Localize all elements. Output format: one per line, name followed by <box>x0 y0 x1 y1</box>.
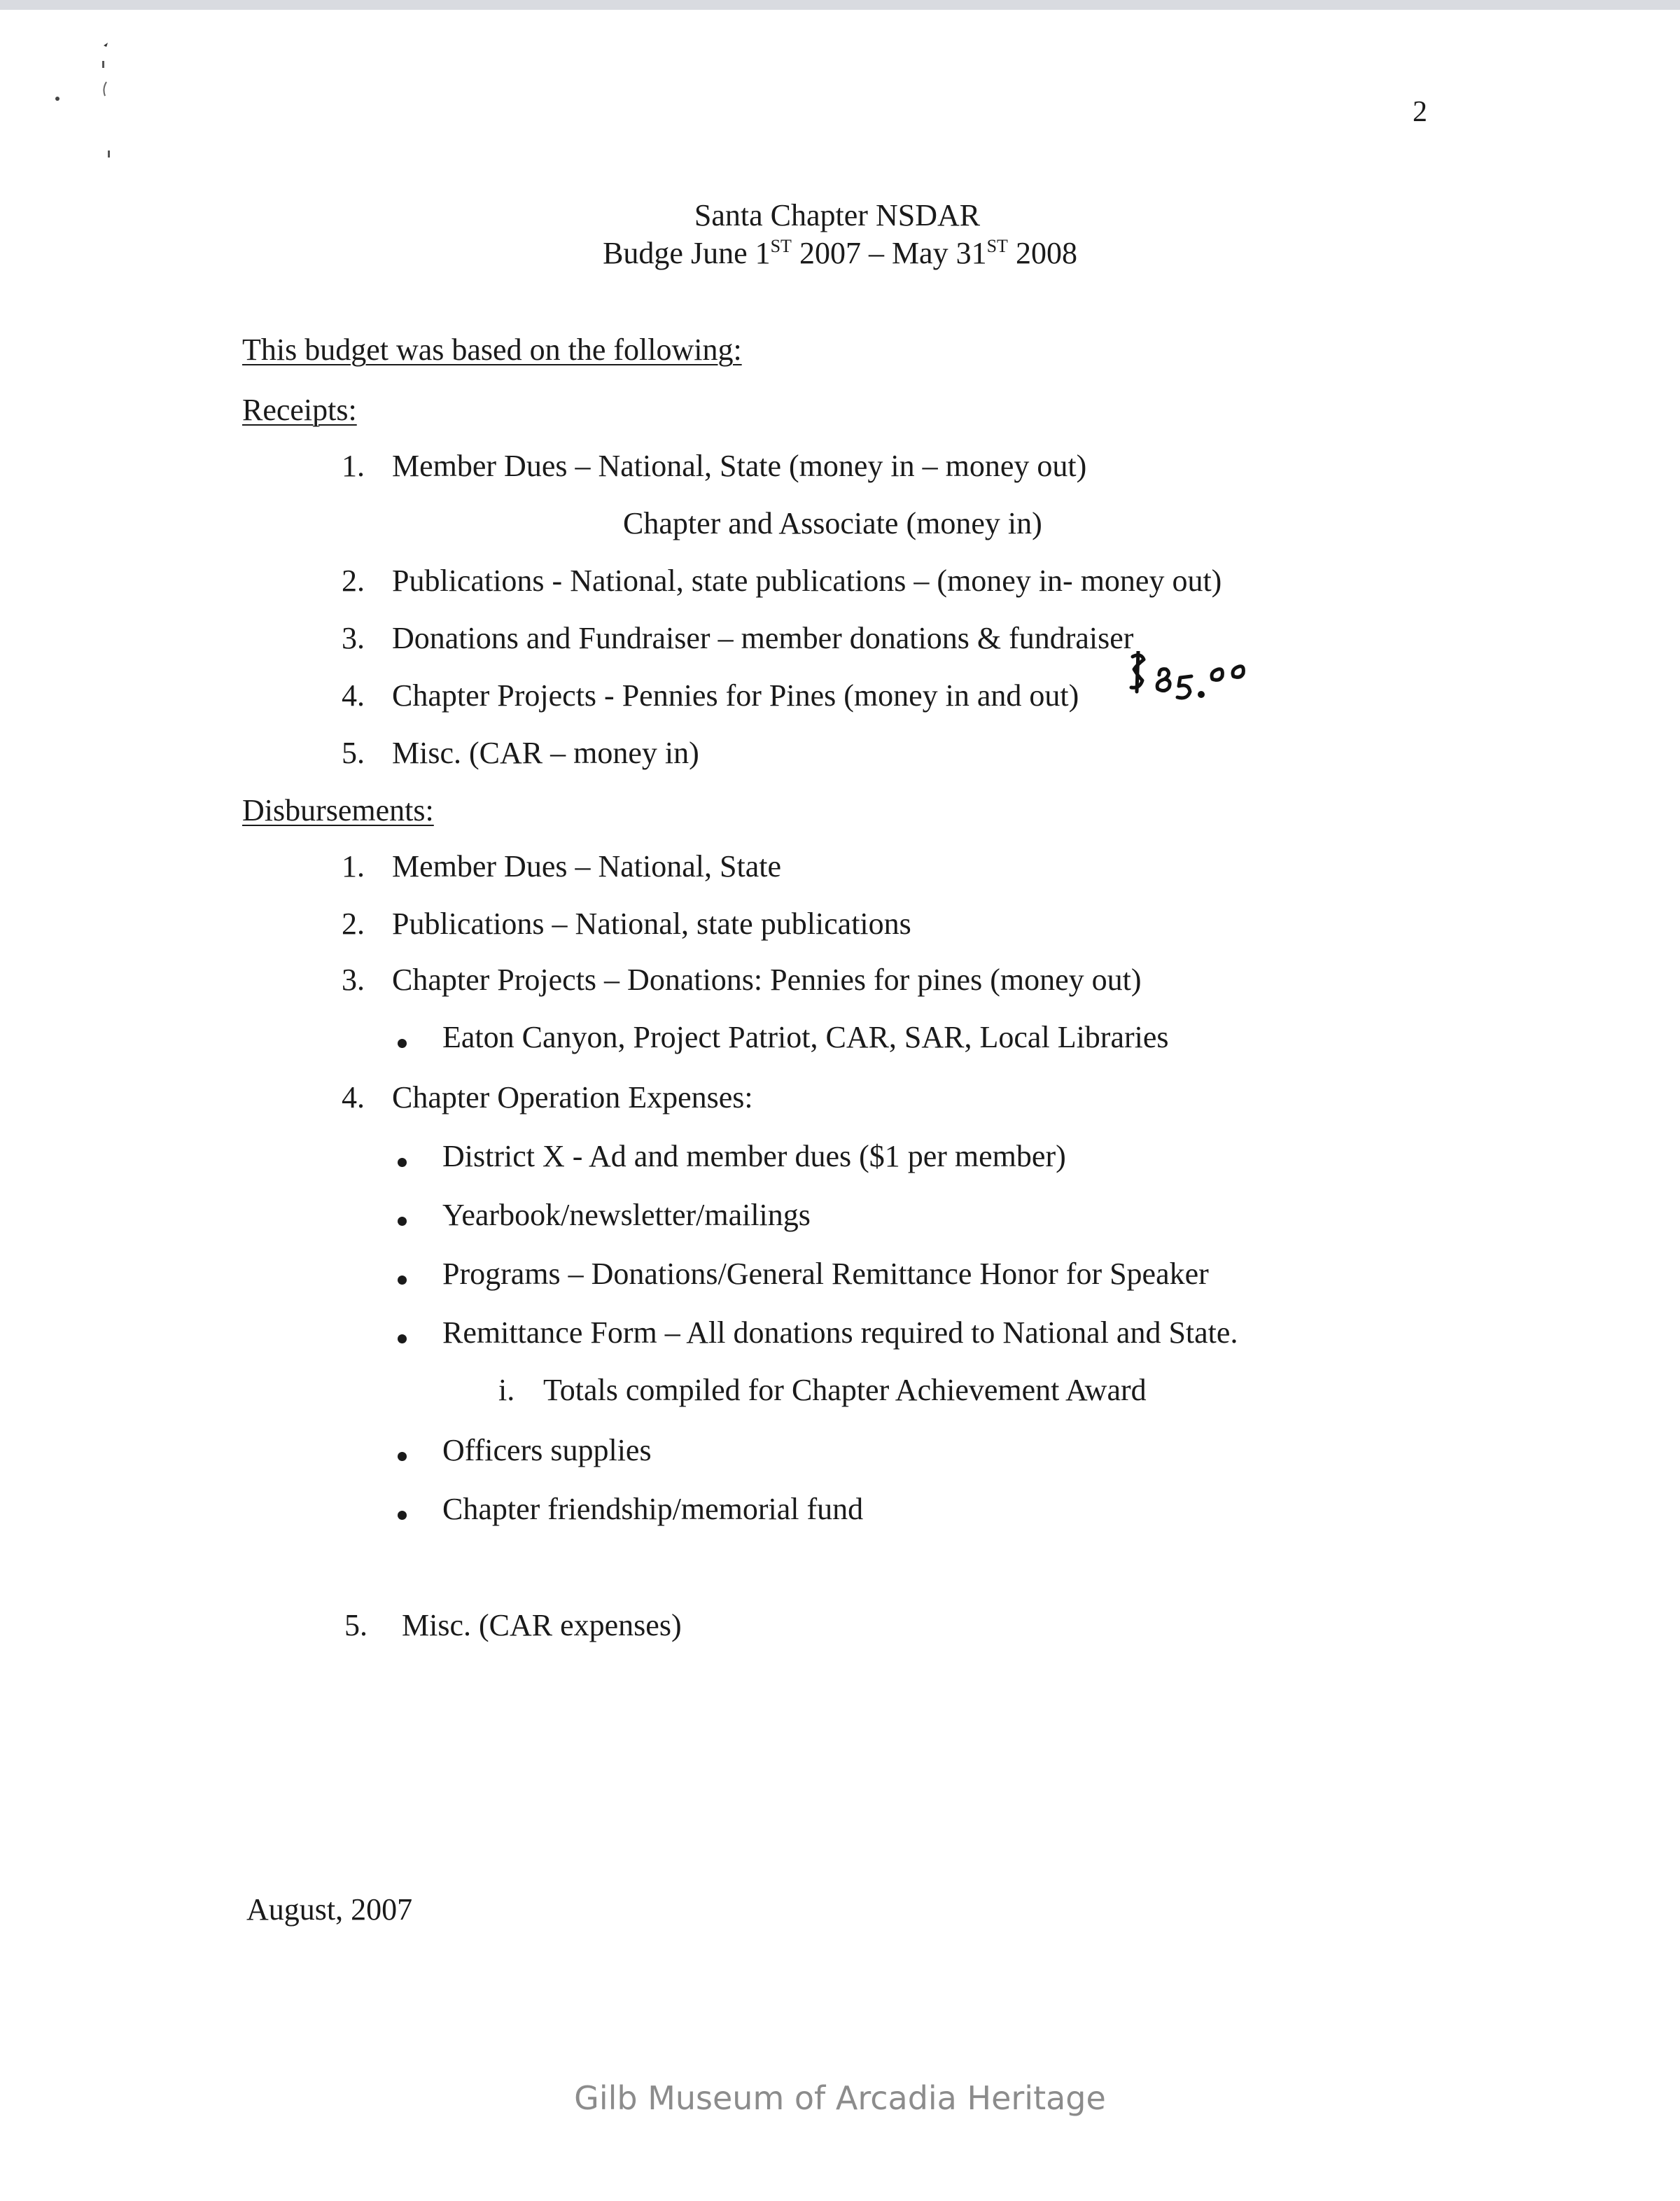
list-number: 3. <box>342 621 365 655</box>
list-item: Misc. (CAR – money in) <box>392 736 699 770</box>
bullet-icon <box>398 1334 407 1343</box>
list-number: 4. <box>342 1080 365 1115</box>
list-item: Publications – National, state publications <box>392 907 911 941</box>
bullet-icon <box>398 1511 407 1520</box>
scan-specks <box>42 39 154 179</box>
list-number: 3. <box>342 963 365 997</box>
document-date: August, 2007 <box>246 1892 413 1927</box>
intro-heading: This budget was based on the following: <box>242 333 742 367</box>
list-item: Eaton Canyon, Project Patriot, CAR, SAR, Local Libraries <box>442 1020 1169 1054</box>
list-item: Chapter friendship/memorial fund <box>442 1492 864 1526</box>
budget-period: Budge June 1ST 2007 – May 31ST 2008 <box>603 236 1077 270</box>
watermark: Gilb Museum of Arcadia Heritage <box>574 2079 1106 2117</box>
list-item: Donations and Fundraiser – member donations & fundraiser <box>392 621 1134 655</box>
list-item: Misc. (CAR expenses) <box>402 1608 682 1642</box>
list-item: Programs – Donations/General Remittance Honor for Speaker <box>442 1257 1209 1291</box>
handwritten-amount <box>1123 651 1263 714</box>
bullet-icon <box>398 1217 407 1226</box>
bullet-icon <box>398 1276 407 1285</box>
list-number: 1. <box>342 849 365 883</box>
document-title: Santa Chapter NSDAR <box>694 198 981 232</box>
scan-top-edge <box>0 0 1680 10</box>
disbursements-heading: Disbursements: <box>242 793 434 827</box>
list-item: Member Dues – National, State <box>392 849 781 883</box>
list-item: Remittance Form – All donations required to National and State. <box>442 1315 1238 1350</box>
list-number: 4. <box>342 678 365 713</box>
list-item: Chapter Operation Expenses: <box>392 1080 753 1115</box>
list-item: Chapter Projects – Donations: Pennies for pines (money out) <box>392 963 1142 997</box>
list-item: Officers supplies <box>442 1433 652 1467</box>
list-number: 5. <box>344 1608 368 1642</box>
list-number: 5. <box>342 736 365 770</box>
list-item: Publications - National, state publications – (money in- money out) <box>392 564 1222 598</box>
list-item: Chapter Projects - Pennies for Pines (money in and out) <box>392 678 1079 713</box>
list-number: i. <box>498 1373 515 1407</box>
list-number: 1. <box>342 449 365 483</box>
list-item: Chapter and Associate (money in) <box>623 506 1042 540</box>
bullet-icon <box>398 1039 407 1048</box>
list-number: 2. <box>342 907 365 941</box>
page-number: 2 <box>1413 96 1427 128</box>
list-item: Yearbook/newsletter/mailings <box>442 1198 811 1232</box>
bullet-icon <box>398 1158 407 1167</box>
receipts-heading: Receipts: <box>242 393 357 427</box>
list-item: Member Dues – National, State (money in – money out) <box>392 449 1087 483</box>
bullet-icon <box>398 1452 407 1461</box>
list-item: District X - Ad and member dues ($1 per member) <box>442 1139 1066 1173</box>
list-item: Totals compiled for Chapter Achievement Award <box>543 1373 1147 1407</box>
list-number: 2. <box>342 564 365 598</box>
